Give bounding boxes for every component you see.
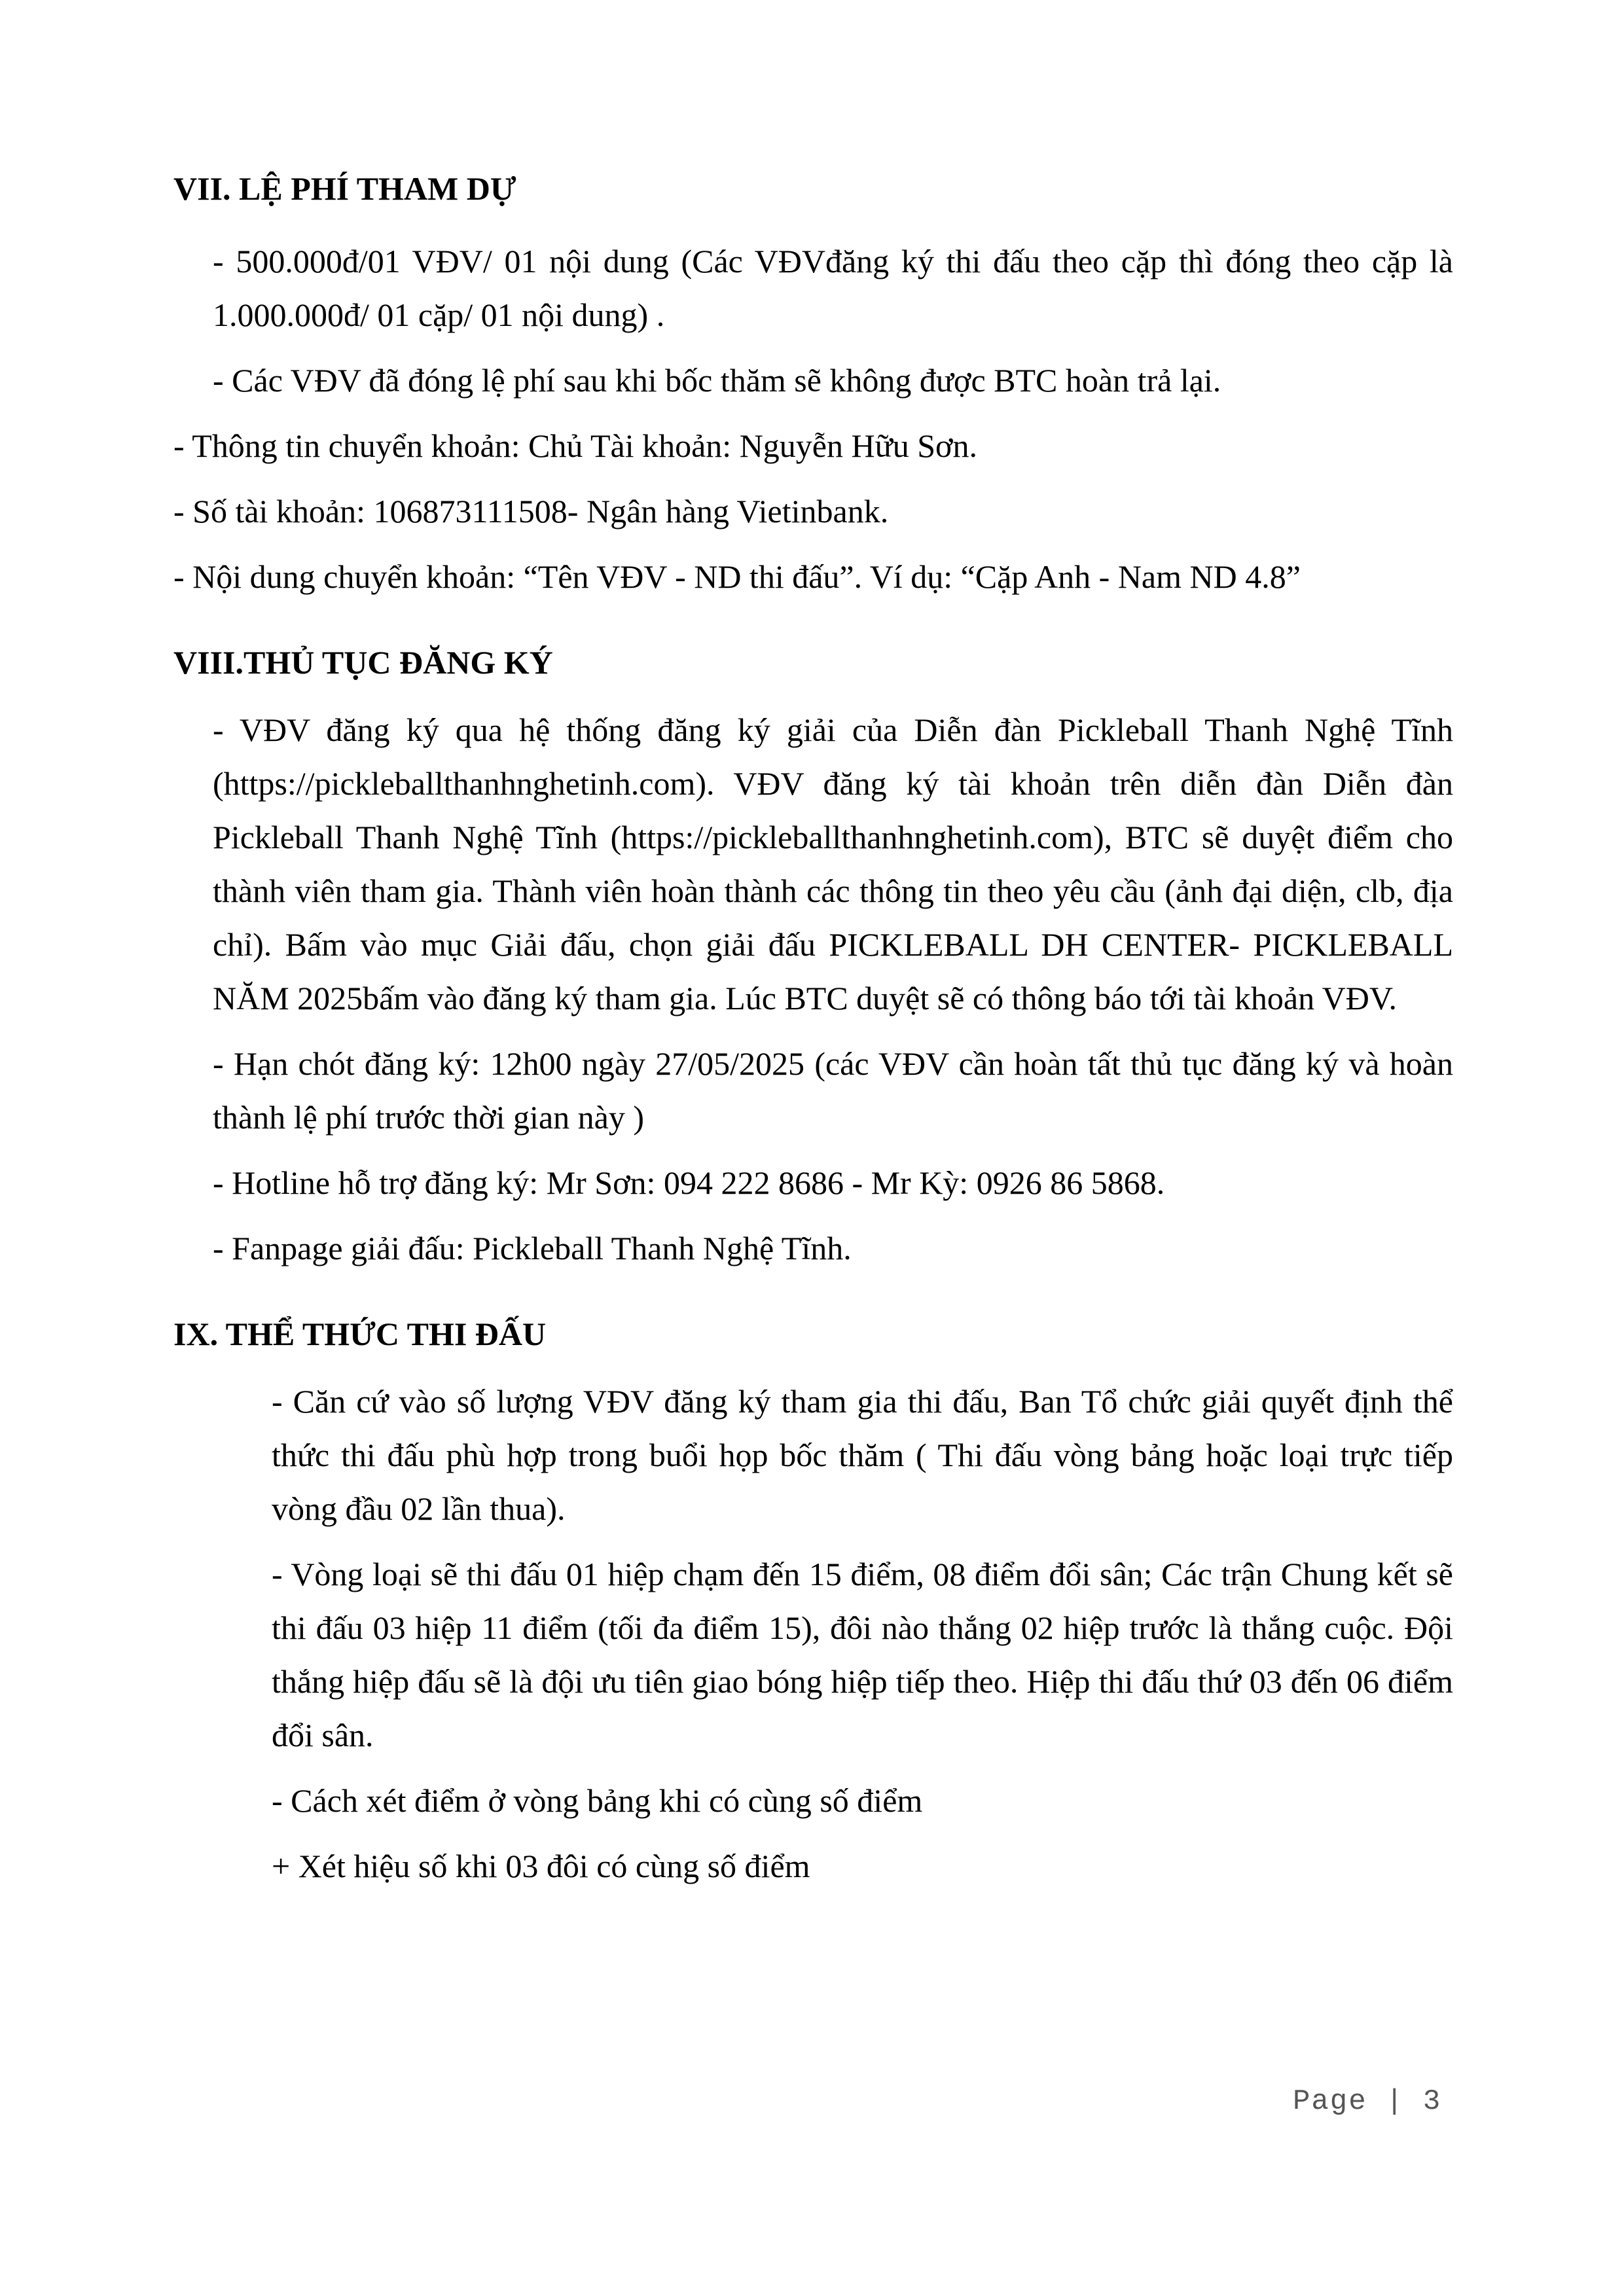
- section-heading-registration: VIII.THỦ TỤC ĐĂNG KÝ: [173, 644, 553, 681]
- fee-paragraph-3: - Thông tin chuyển khoản: Chủ Tài khoản: Nguyễn Hữu Sơn.: [173, 427, 977, 464]
- registration-paragraph-1: - VĐV đăng ký qua hệ thống đăng ký giải của Diễn đàn Pickleball Thanh Nghệ Tĩnh (https://pickleballthanhnghetinh.com). VĐV đăng ký tài khoản trên diễn đàn Diễn đàn Pickleball Thanh Nghệ Tĩnh (https://pickleballthanhnghetinh.com), BTC sẽ duyệt điểm cho thành viên tham gia. Thành viên hoàn thành các thông tin theo yêu cầu (ảnh đại diện, clb, địa chỉ). Bấm vào mục Giải đấu, chọn giải đấu PICKLEBALL DH CENTER- PICKLEBALL NĂM 2025bấm vào đăng ký tham gia. Lúc BTC duyệt sẽ có thông báo tới tài khoản VĐV.: [213, 711, 1453, 1016]
- fee-paragraph-5: - Nội dung chuyển khoản: “Tên VĐV - ND thi đấu”. Ví dụ: “Cặp Anh - Nam ND 4.8”: [173, 558, 1301, 595]
- page-number-footer: Page | 3: [1293, 2085, 1442, 2118]
- section-heading-format: IX. THỂ THỨC THI ĐẤU: [173, 1316, 547, 1352]
- fee-paragraph-2: - Các VĐV đã đóng lệ phí sau khi bốc thăm sẽ không được BTC hoàn trả lại.: [213, 362, 1221, 399]
- format-paragraph-1: - Căn cứ vào số lượng VĐV đăng ký tham gia thi đấu, Ban Tổ chức giải quyết định thể thức thi đấu phù hợp trong buổi họp bốc thăm ( Thi đấu vòng bảng hoặc loại trực tiếp vòng đầu 02 lần thua).: [272, 1383, 1453, 1527]
- page-content: [173, 169, 1453, 1893]
- format-paragraph-4: + Xét hiệu số khi 03 đôi có cùng số điểm: [272, 1848, 810, 1884]
- fee-paragraph-4: - Số tài khoản: 106873111508- Ngân hàng Vietinbank.: [173, 493, 889, 529]
- fee-paragraph-1: - 500.000đ/01 VĐV/ 01 nội dung (Các VĐVđăng ký thi đấu theo cặp thì đóng theo cặp là 1.000.000đ/ 01 cặp/ 01 nội dung) .: [213, 243, 1453, 333]
- format-paragraph-3: - Cách xét điểm ở vòng bảng khi có cùng số điểm: [272, 1782, 923, 1819]
- registration-paragraph-3: - Hotline hỗ trợ đăng ký: Mr Sơn: 094 222 8686 - Mr Kỳ: 0926 86 5868.: [213, 1164, 1165, 1201]
- section-heading-fee: VII. LỆ PHÍ THAM DỰ: [173, 170, 516, 207]
- format-paragraph-2: - Vòng loại sẽ thi đấu 01 hiệp chạm đến 15 điểm, 08 điểm đổi sân; Các trận Chung kết sẽ thi đấu 03 hiệp 11 điểm (tối đa điểm 15), đôi nào thắng 02 hiệp trước là thắng cuộc. Đội thắng hiệp đấu sẽ là đội ưu tiên giao bóng hiệp tiếp theo. Hiệp thi đấu thứ 03 đến 06 điểm đổi sân.: [272, 1556, 1453, 1753]
- registration-paragraph-4: - Fanpage giải đấu: Pickleball Thanh Nghệ Tĩnh.: [213, 1230, 852, 1266]
- registration-paragraph-2: - Hạn chót đăng ký: 12h00 ngày 27/05/2025 (các VĐV cần hoàn tất thủ tục đăng ký và hoàn thành lệ phí trước thời gian này ): [213, 1045, 1453, 1136]
